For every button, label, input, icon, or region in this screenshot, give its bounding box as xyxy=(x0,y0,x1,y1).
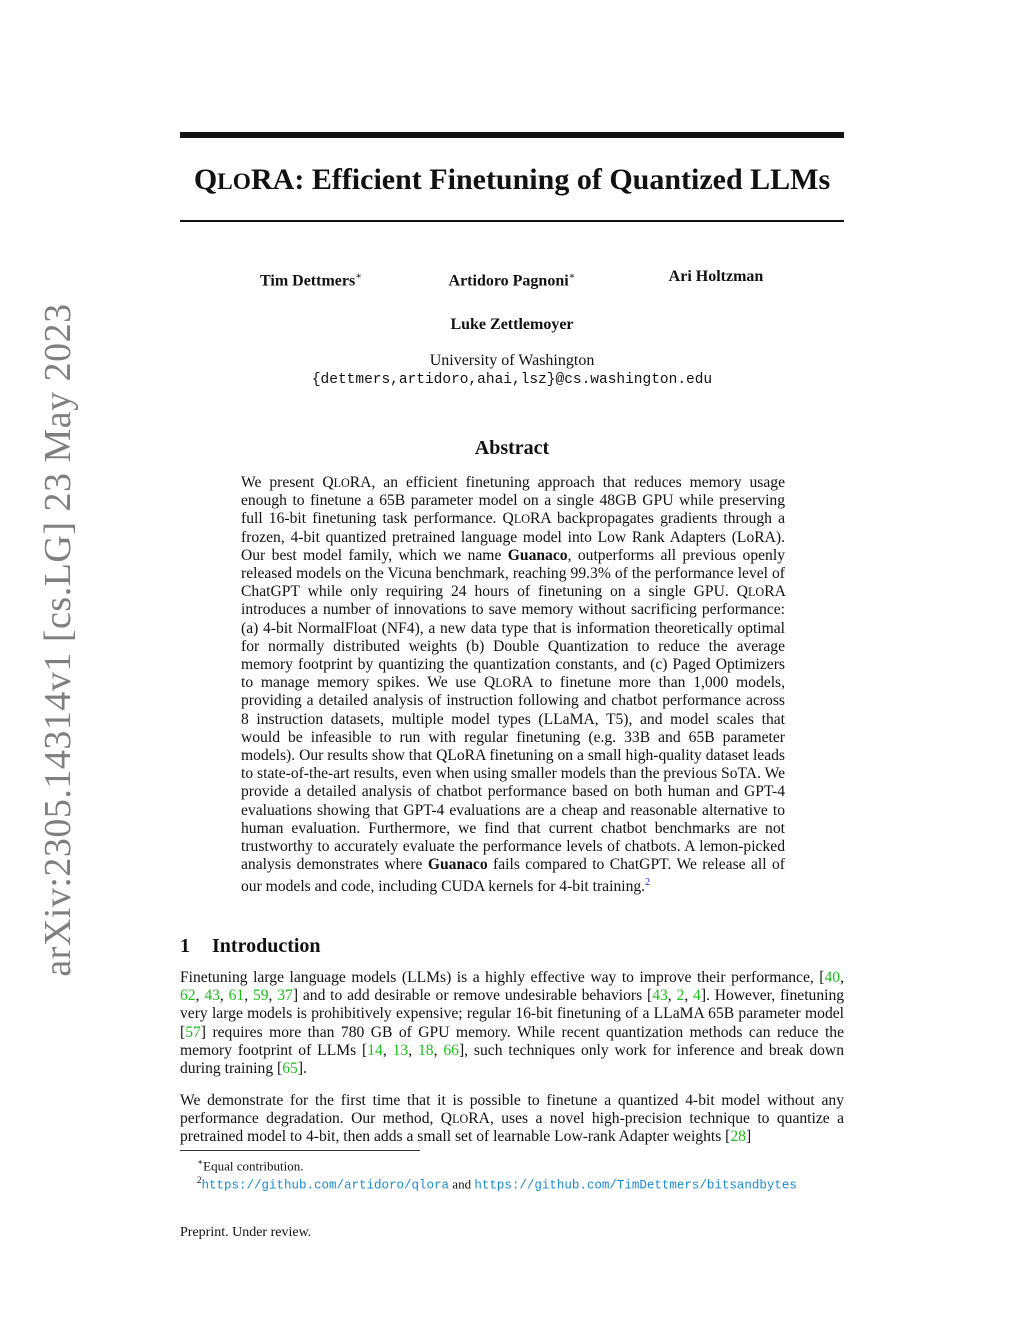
preprint-note: Preprint. Under review. xyxy=(180,1225,312,1240)
author-2 xyxy=(430,266,594,292)
citation-link[interactable]: 14 xyxy=(367,1041,383,1059)
footnote-2-mark: 2 xyxy=(197,1175,202,1185)
footnote-rule xyxy=(180,1150,420,1151)
para-text: ]. However, finetuning very large models is prohibitively expensive; regular 16-bit finetuning of a LLaMA 65B parameter model [ xyxy=(180,987,845,1041)
citation-link[interactable]: 28 xyxy=(730,1128,746,1146)
title-a: A xyxy=(272,163,295,196)
citation-link[interactable]: 2 xyxy=(676,987,685,1005)
author-2-name: Artidoro Pagnoni xyxy=(448,272,569,290)
title-q: Q xyxy=(193,163,218,196)
footnote-2-and: and xyxy=(449,1176,475,1192)
title-l: L xyxy=(217,169,233,195)
footnote-url-qlora[interactable]: https://github.com/artidoro/qlora xyxy=(201,1178,450,1193)
abstract-text: We present xyxy=(241,474,323,491)
title-rule-bottom xyxy=(180,220,844,222)
footnote-url-bitsandbytes[interactable]: https://github.com/TimDettmers/bitsandbytes xyxy=(474,1178,797,1193)
abstract-text: , outperforms all previous openly released models on the Vicuna benchmark, reaching 99.3% of the performance level of ChatGPT while only requiring 24 hours of finetuning on a single GPU. xyxy=(241,546,785,601)
guanaco-bold: Guanaco xyxy=(507,546,568,564)
section-number: 1 xyxy=(180,935,190,957)
arxiv-stamp xyxy=(0,0,100,1325)
affiliation: University of Washington xyxy=(429,352,595,369)
citation-link[interactable]: 62 xyxy=(180,987,196,1005)
citation-link[interactable]: 43 xyxy=(652,987,668,1005)
paper-title xyxy=(180,160,844,202)
citation-link[interactable]: 57 xyxy=(185,1023,201,1041)
author-emails: {dettmers,artidoro,ahai,lsz}@cs.washington.edu xyxy=(311,372,713,388)
footnote-1-text: Equal contribution. xyxy=(203,1158,304,1174)
abstract-text: introduces a number of innovations to save memory without sacrificing performance: (a) 4-bit NormalFloat (NF4), a new data type that is information theoretically optimal for normally distributed weights (b) Double Quantization to reduce the average memory footprint by quantizing the quantization constants, and (c) Paged Optimizers to manage memory spikes. We use xyxy=(241,601,785,692)
citation-link[interactable]: 37 xyxy=(277,987,293,1005)
abstract-text: backpropagates gradients through a frozen, 4-bit quantized pretrained language model into Low Rank Adapters (LoRA). Our best model family, which we name xyxy=(241,510,786,564)
guanaco-bold: Guanaco xyxy=(427,856,488,874)
title-o: O xyxy=(232,169,251,195)
citation-link[interactable]: 40 xyxy=(824,969,841,986)
citation-link[interactable]: 65 xyxy=(282,1060,298,1078)
citation-link[interactable]: 59 xyxy=(252,987,269,1005)
para-text: ], such techniques only work for inference and break down during training [ xyxy=(180,1041,844,1078)
qlora-name: QLORA xyxy=(502,510,551,528)
footnote-1-mark: ∗ xyxy=(197,1157,204,1167)
para-text: Finetuning large language models (LLMs) is a highly effective way to improve their performance, [ xyxy=(180,969,825,986)
arxiv-stamp-text: arXiv:2305.14314v1 [cs.LG] 23 May 2023 xyxy=(37,303,79,977)
para-text: ] requires more than 780 GB of GPU memory. While recent quantization methods can reduce the memory footprint of LLMs [ xyxy=(180,1023,844,1059)
citation-link[interactable]: 13 xyxy=(392,1041,409,1059)
abstract-body xyxy=(241,474,785,897)
author-1 xyxy=(240,266,382,292)
abstract-text: to finetune more than 1,000 models, providing a detailed analysis of instruction following and chatbot performance across 8 instruction datasets, multiple model types (LLaMA, T5), and model scales that would be infeasible to run with regular finetuning (e.g. 33B and 65B parameter models). Our results show that QLoRA finetuning on a small high-quality dataset leads to state-of-the-art results, even when using smaller models than the previous SoTA. We provide a detailed analysis of chatbot performance based on both human and GPT-4 evaluations showing that GPT-4 evaluations are a cheap and reasonable alternative to human evaluation. Furthermore, we find that current chatbot benchmarks are not trustworthy to accurately evaluate the performance levels of chatbots. A lemon-picked analysis demonstrates where xyxy=(241,674,785,874)
author-3 xyxy=(650,266,782,288)
para-text: , uses a novel high-precision technique to quantize a pretrained model to 4-bit, then adds a small set of learnable Low-rank Adapter weights [ xyxy=(180,1110,844,1146)
citation-link[interactable]: 66 xyxy=(443,1041,459,1059)
qlora-name: QLORA xyxy=(736,583,785,601)
abstract-heading: Abstract xyxy=(474,437,550,459)
author-1-name: Tim Dettmers xyxy=(259,272,356,290)
qlora-name: QLORA xyxy=(483,674,533,692)
author-1-mark: ∗ xyxy=(355,271,363,282)
para-text: ]. xyxy=(297,1060,307,1078)
author-3-name: Ari Holtzman xyxy=(668,268,764,285)
qlora-name: QLORA xyxy=(322,474,372,491)
qlora-name: QLORA xyxy=(440,1110,490,1128)
section-heading xyxy=(180,934,321,958)
footnote-2 xyxy=(197,1172,797,1193)
section-title: Introduction xyxy=(212,935,321,957)
intro-paragraph-1: Finetuning large language models (LLMs) is a highly effective way to improve their performance, [40, 62, 43, 61, 59, 37] and to add desirable or remove undesirable behaviors [43, 2, 4]. However, finetuning very large models is prohibitively expensive; regular 16-bit finetuning of a LLaMA 65B parameter model [57] requires more than 780 GB of GPU memory. While recent quantization methods can reduce the memory footprint of LLMs [14, 13, 18, 66], such techniques only work for inference and break down during training [65]. xyxy=(180,969,845,1078)
abstract-text: fails compared to ChatGPT. We release all of our models and code, including CUDA kernels for 4-bit training. xyxy=(241,856,785,896)
author-4 xyxy=(180,314,844,336)
author-4-name: Luke Zettlemoyer xyxy=(450,316,574,333)
citation-link[interactable]: 61 xyxy=(228,987,245,1005)
para-text: ] xyxy=(745,1128,752,1146)
title-rest: : Efficient Finetuning of Quantized LLMs xyxy=(294,163,831,196)
citation-link[interactable]: 43 xyxy=(204,987,220,1005)
para-text: ] and to add desirable or remove undesirable behaviors [ xyxy=(292,987,653,1005)
intro-paragraph-2 xyxy=(180,1092,844,1147)
title-r: R xyxy=(250,163,273,196)
abstract-text: , an efficient finetuning approach that reduces memory usage enough to finetune a 65B parameter model on a single 48GB GPU while preserving full 16-bit finetuning task performance. xyxy=(241,474,785,528)
footnote-ref-2[interactable]: 2 xyxy=(645,877,651,889)
para-text: We demonstrate for the first time that it is possible to finetune a quantized 4-bit model without any performance degradation. Our method, xyxy=(180,1092,844,1128)
citation-link[interactable]: 18 xyxy=(417,1041,434,1059)
title-rule-top xyxy=(180,132,844,138)
citation-link[interactable]: 4 xyxy=(693,987,701,1005)
author-2-mark: ∗ xyxy=(568,271,576,282)
